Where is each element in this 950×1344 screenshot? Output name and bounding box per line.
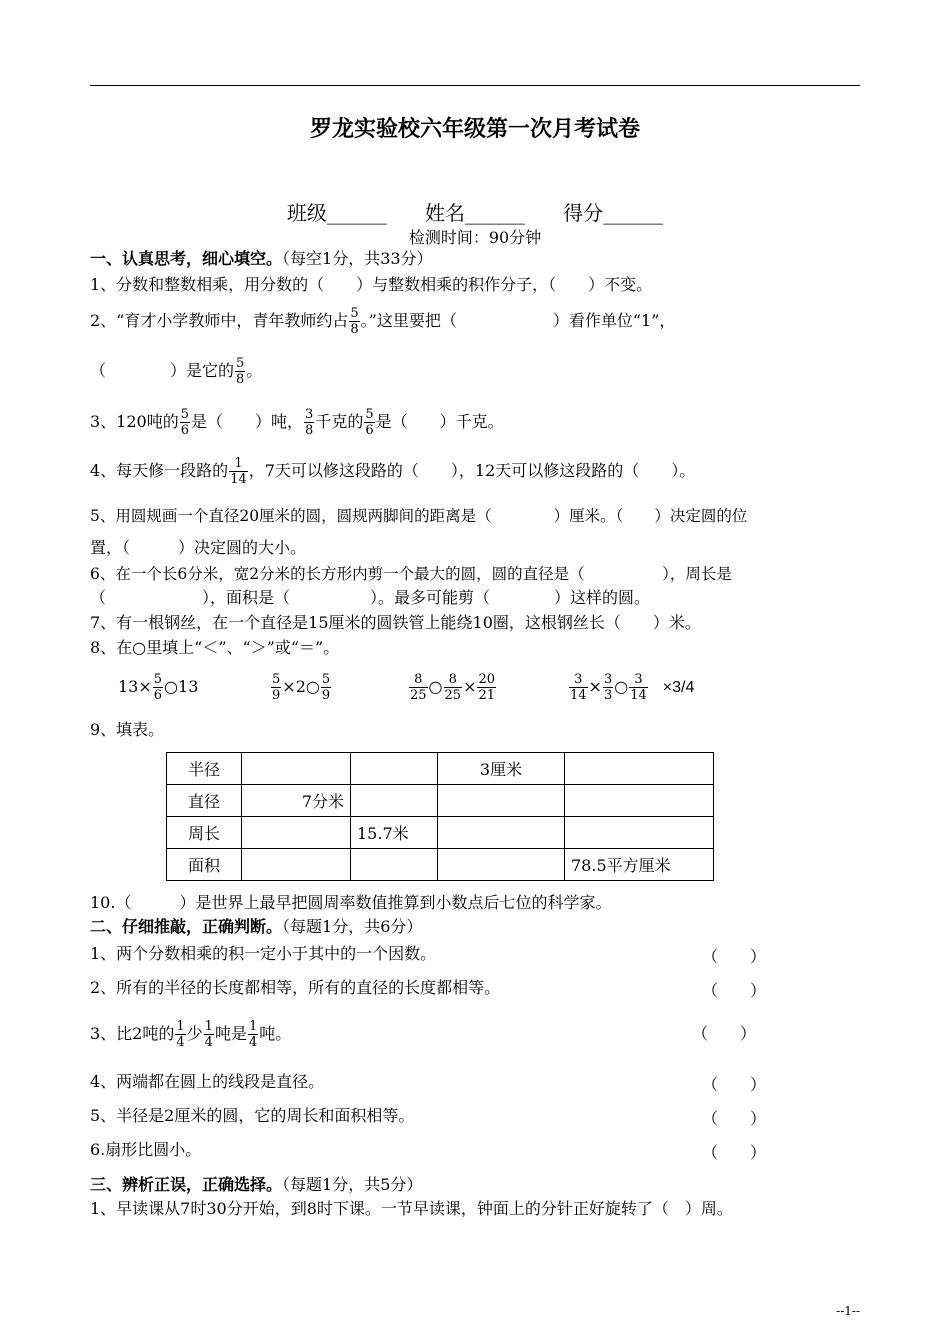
table-cell: 面积 — [167, 849, 242, 881]
expr-text: × — [588, 677, 602, 696]
fraction — [409, 672, 428, 703]
table-cell: 78.5平方厘米 — [565, 849, 714, 881]
denominator: 4 — [204, 1035, 213, 1050]
q2-text-d: 。 — [246, 361, 263, 380]
denominator: 6 — [365, 423, 374, 438]
s1-question-6b: （ ），面积是（ ）。最多可能剪（ ）这样的圆。 — [90, 588, 651, 607]
s1-question-6a: 6、在一个长6分米，宽2分米的长方形内剪一个最大的圆，圆的直径是（ ），周长是 — [90, 565, 732, 583]
fraction — [229, 456, 248, 487]
table-cell[interactable] — [438, 817, 565, 849]
s1-question-5b: 置，（ ）决定圆的大小。 — [90, 538, 307, 557]
answer-parentheses[interactable]: （ ） — [702, 981, 767, 1000]
fraction — [569, 672, 588, 703]
class-field: 班级______ — [286, 201, 387, 225]
answer-parentheses[interactable]: （ ） — [702, 1075, 767, 1094]
table-cell[interactable] — [242, 753, 351, 785]
numerator: 5 — [236, 356, 245, 371]
q3-text-a: 3、比2吨的 — [90, 1024, 175, 1043]
section2-heading-line — [90, 917, 422, 937]
table-cell: 3厘米 — [438, 753, 565, 785]
q3-text-c: 千克的 — [315, 412, 364, 431]
denominator: 4 — [176, 1035, 185, 1050]
numerator: 5 — [350, 306, 359, 321]
fraction — [175, 1019, 185, 1050]
denominator: 21 — [478, 688, 496, 703]
answer-parentheses[interactable]: （ ） — [702, 1143, 767, 1162]
numerator: 1 — [176, 1019, 185, 1034]
numerator: 1 — [204, 1019, 213, 1034]
section3-note: （每题1分，共5分） — [282, 1175, 423, 1194]
table-row — [167, 849, 714, 881]
denominator: 9 — [272, 688, 281, 703]
q3-text-b: 少 — [186, 1024, 203, 1043]
s1-question-10: 10.（ ）是世界上最早把圆周率数值推算到小数点后七位的科学家。 — [90, 893, 612, 912]
denominator: 8 — [305, 423, 314, 438]
table-cell[interactable] — [565, 753, 714, 785]
numerator: 3 — [305, 407, 314, 422]
table-cell: 半径 — [167, 753, 242, 785]
table-cell: 周长 — [167, 817, 242, 849]
numerator: 5 — [365, 407, 374, 422]
q3-text-d: 吨。 — [259, 1024, 292, 1043]
s2-question-4: 4、两端都在圆上的线段是直径。 — [90, 1072, 325, 1091]
denominator: 14 — [570, 688, 587, 703]
table-cell[interactable] — [438, 849, 565, 881]
s1-question-2 — [90, 306, 860, 337]
fraction — [321, 672, 331, 703]
page-number: --1-- — [836, 1304, 860, 1318]
fraction — [204, 1019, 214, 1050]
section1-heading: 一、认真思考，细心填空。 — [90, 249, 283, 268]
section2-heading: 二、仔细推敲，正确判断。 — [90, 917, 283, 936]
table-cell[interactable] — [438, 785, 565, 817]
expr-text: × — [463, 677, 477, 696]
numerator: 5 — [153, 672, 163, 687]
s1-question-4 — [90, 456, 695, 487]
page-title: 罗龙实验校六年级第一次月考试卷 — [309, 116, 640, 142]
s1-question-1: 1、分数和整数相乘，用分数的（ ）与整数相乘的积作分子，（ ）不变。 — [90, 275, 653, 294]
table-cell: 直径 — [167, 785, 242, 817]
numerator: 3 — [603, 672, 613, 687]
top-rule — [90, 85, 860, 86]
table-cell[interactable] — [242, 849, 351, 881]
q3-text-d: 是（ ）千克。 — [375, 412, 504, 431]
fraction — [349, 306, 359, 337]
q4-text-a: 4、每天修一段路的 — [90, 461, 229, 480]
q8-expression-4 — [568, 672, 694, 703]
score-field: 得分______ — [563, 201, 664, 225]
exam-duration: 检测时间：90分钟 — [408, 228, 542, 247]
table-cell[interactable] — [351, 849, 438, 881]
fraction — [235, 356, 245, 387]
numerator: 8 — [409, 672, 428, 688]
numerator: 8 — [444, 672, 463, 688]
s2-question-1: 1、两个分数相乘的积一定小于其中的一个因数。 — [90, 944, 437, 963]
q3-text-c: 吨是 — [214, 1024, 247, 1043]
denominator: 6 — [180, 423, 190, 438]
q3-text-a: 3、120吨的 — [90, 412, 179, 431]
expr-text: ○13 — [164, 677, 199, 696]
fraction — [248, 1019, 258, 1050]
fraction — [444, 672, 463, 703]
s3-question-1: 1、早读课从7时30分开始，到8时下课。一节早读课，钟面上的分针正好旋转了（ ）周。 — [90, 1199, 733, 1218]
table-cell[interactable] — [565, 785, 714, 817]
s1-question-9: 9、填表。 — [90, 720, 165, 739]
expr-text: ×2○ — [282, 677, 320, 696]
denominator: 14 — [230, 472, 247, 487]
answer-parentheses[interactable]: （ ） — [692, 1024, 757, 1043]
numerator: 5 — [272, 672, 281, 687]
q8-expression-3 — [408, 672, 497, 703]
numerator: 20 — [478, 672, 496, 687]
denominator: 25 — [410, 688, 427, 703]
table-cell[interactable] — [351, 753, 438, 785]
table-cell[interactable] — [351, 785, 438, 817]
denominator: 6 — [153, 688, 163, 703]
fraction — [304, 407, 314, 438]
numerator: 5 — [180, 407, 190, 422]
table-cell[interactable] — [565, 817, 714, 849]
denominator: 3 — [603, 688, 613, 703]
fraction — [477, 672, 496, 703]
denominator: 4 — [248, 1035, 258, 1050]
fraction — [364, 407, 374, 438]
s2-question-2: 2、所有的半径的长度都相等，所有的直径的长度都相等。 — [90, 978, 501, 997]
expr-text: ○ — [614, 677, 629, 696]
q2-text-c: （ ）是它的 — [90, 361, 235, 380]
q2-text-b: 。”这里要把（ ）看作单位“1”， — [360, 311, 676, 330]
s1-question-5a: 5、用圆规画一个直径20厘米的圆，圆规两脚间的距离是（ ）厘米。（ ）决定圆的位 — [90, 507, 748, 525]
numerator: 5 — [321, 672, 331, 687]
table-row — [167, 753, 714, 785]
table-row — [167, 785, 714, 817]
section1-heading-line — [90, 249, 433, 269]
fraction — [153, 672, 163, 703]
numerator: 1 — [229, 456, 248, 472]
section2-note: （每题1分，共6分） — [282, 917, 423, 936]
q4-text-b: ，7天可以修这段路的（ ），12天可以修这段路的（ ）。 — [248, 461, 696, 480]
answer-parentheses[interactable]: （ ） — [702, 1109, 767, 1128]
expr-text: ○ — [428, 677, 443, 696]
name-field: 姓名______ — [425, 201, 525, 225]
s1-question-2-cont — [90, 356, 262, 387]
s1-question-8: 8、在○里填上“＜”、“＞”或“＝”。 — [90, 638, 340, 657]
s2-question-5: 5、半径是2厘米的圆，它的周长和面积相等。 — [90, 1106, 415, 1125]
fill-in-table — [166, 752, 714, 881]
numerator: 3 — [629, 672, 648, 688]
table-cell: 15.7米 — [351, 817, 438, 849]
s1-question-3 — [90, 407, 504, 438]
numerator: 1 — [248, 1019, 258, 1034]
q8-expression-2 — [270, 672, 332, 703]
q2-text-a: 2、“育才小学教师中，青年教师约占 — [90, 311, 349, 330]
expr-tail: ×3/4 — [662, 679, 695, 696]
s1-question-7: 7、有一根钢丝，在一个直径是15厘米的圆铁管上能绕10圈，这根钢丝长（ ）米。 — [90, 613, 701, 632]
student-info-line — [0, 197, 950, 226]
fraction — [629, 672, 648, 703]
numerator: 3 — [569, 672, 588, 688]
denominator: 25 — [444, 688, 462, 703]
fraction — [271, 672, 281, 703]
q8-expression-1 — [118, 672, 198, 703]
expr-text: 13× — [118, 677, 152, 696]
fraction — [180, 407, 190, 438]
table-cell[interactable] — [242, 817, 351, 849]
section3-heading-line — [90, 1175, 422, 1195]
denominator: 8 — [350, 322, 359, 337]
answer-parentheses[interactable]: （ ） — [702, 947, 767, 966]
denominator: 9 — [321, 688, 331, 703]
denominator: 14 — [630, 688, 647, 703]
section3-heading: 三、辨析正误，正确选择。 — [90, 1175, 283, 1194]
fraction — [603, 672, 613, 703]
table-cell: 7分米 — [242, 785, 351, 817]
s2-question-3 — [90, 1019, 291, 1050]
section1-note: （每空1分，共33分） — [282, 249, 433, 268]
table-row — [167, 817, 714, 849]
q3-text-b: 是（ ）吨， — [191, 412, 304, 431]
denominator: 8 — [236, 372, 245, 387]
s2-question-6: 6.扇形比圆小。 — [90, 1140, 202, 1159]
